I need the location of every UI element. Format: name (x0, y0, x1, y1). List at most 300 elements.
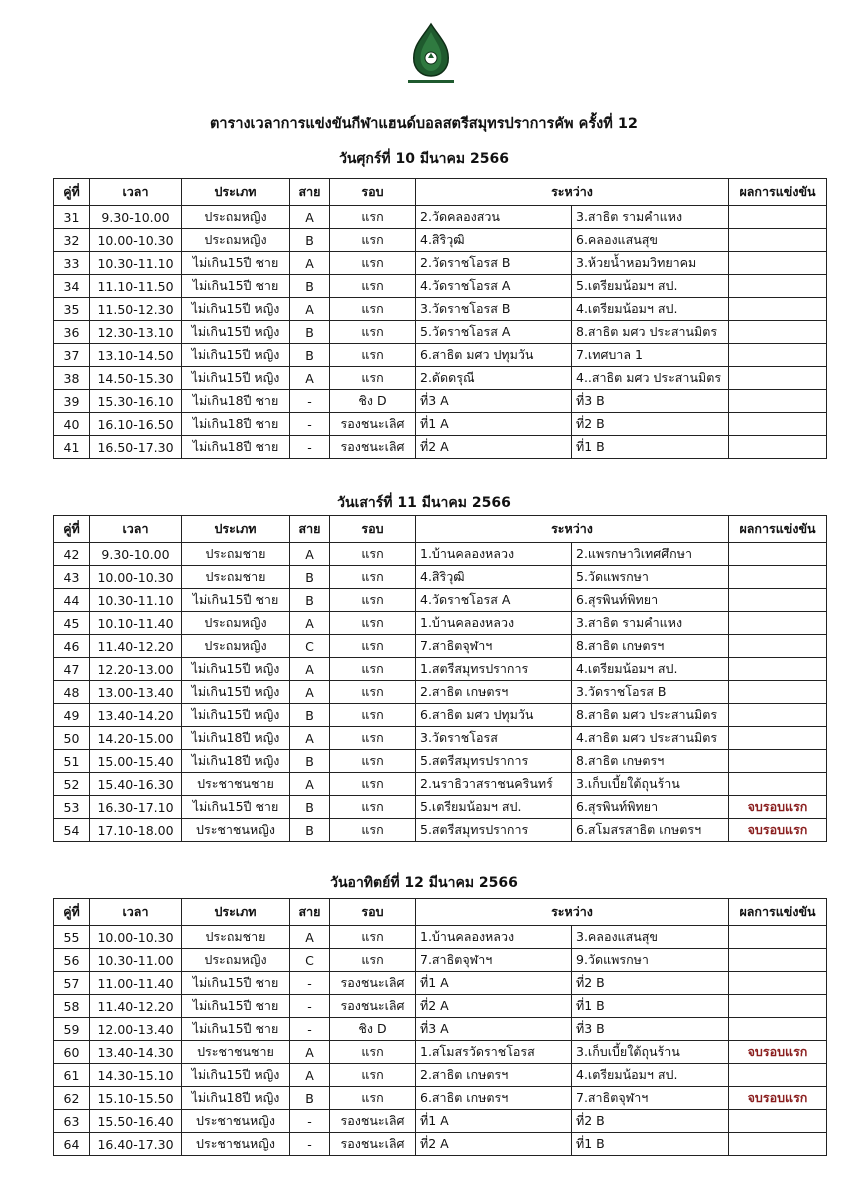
category-cell: ไม่เกิน18ปี หญิง (182, 727, 290, 750)
round-cell: แรก (330, 367, 416, 390)
team-2-cell: 3.ห้วยน้ำหอมวิทยาคม (572, 252, 729, 275)
column-header-pair-number: คู่ที่ (54, 179, 90, 206)
time-cell: 11.40-12.20 (90, 995, 182, 1018)
team-1-cell: 4.วัดราชโอรส A (416, 275, 572, 298)
category-cell: ไม่เกิน15ปี ชาย (182, 796, 290, 819)
result-cell (729, 589, 827, 612)
group-cell: A (290, 252, 330, 275)
pair-number-cell: 37 (54, 344, 90, 367)
round-cell: แรก (330, 658, 416, 681)
team-1-cell: 6.สาธิต เกษตรฯ (416, 1087, 572, 1110)
column-header-result: ผลการแข่งขัน (729, 516, 827, 543)
result-cell (729, 298, 827, 321)
time-cell: 16.30-17.10 (90, 796, 182, 819)
round-cell: แรก (330, 275, 416, 298)
round-cell: แรก (330, 252, 416, 275)
group-cell: C (290, 635, 330, 658)
pair-number-cell: 55 (54, 926, 90, 949)
result-cell (729, 995, 827, 1018)
team-2-cell: 9.วัดแพรกษา (572, 949, 729, 972)
round-cell: แรก (330, 796, 416, 819)
schedule-table (53, 178, 827, 459)
time-cell: 15.10-15.50 (90, 1087, 182, 1110)
team-1-cell: ที่2 A (416, 436, 572, 459)
round-cell: แรก (330, 727, 416, 750)
pair-number-cell: 63 (54, 1110, 90, 1133)
time-cell: 10.30-11.10 (90, 589, 182, 612)
column-header-result: ผลการแข่งขัน (729, 899, 827, 926)
column-header-time: เวลา (90, 516, 182, 543)
category-cell: ไม่เกิน15ปี ชาย (182, 275, 290, 298)
round-cell: แรก (330, 298, 416, 321)
team-1-cell: 5.สตรีสมุทรปราการ (416, 750, 572, 773)
table-row (54, 1041, 827, 1064)
pair-number-cell: 39 (54, 390, 90, 413)
table-row (54, 413, 827, 436)
time-cell: 9.30-10.00 (90, 543, 182, 566)
round-cell: แรก (330, 589, 416, 612)
table-row (54, 926, 827, 949)
time-cell: 10.30-11.10 (90, 252, 182, 275)
category-cell: ประชาชนชาย (182, 1041, 290, 1064)
result-cell (729, 1133, 827, 1156)
category-cell: ประชาชนชาย (182, 773, 290, 796)
team-2-cell: 6.คลองแสนสุข (572, 229, 729, 252)
round-cell: รองชนะเลิศ (330, 972, 416, 995)
group-cell: B (290, 275, 330, 298)
table-row (54, 543, 827, 566)
team-2-cell: 6.สุรพินท์พิทยา (572, 589, 729, 612)
table-row (54, 750, 827, 773)
group-cell: A (290, 727, 330, 750)
category-cell: ไม่เกิน15ปี หญิง (182, 367, 290, 390)
round-cell: แรก (330, 750, 416, 773)
round-cell: รองชนะเลิศ (330, 413, 416, 436)
team-2-cell: 3.สาธิต รามคำแหง (572, 206, 729, 229)
table-row (54, 949, 827, 972)
time-cell: 10.10-11.40 (90, 612, 182, 635)
column-header-round: รอบ (330, 516, 416, 543)
category-cell: ไม่เกิน18ปี ชาย (182, 390, 290, 413)
result-cell (729, 658, 827, 681)
group-cell: A (290, 773, 330, 796)
group-cell: A (290, 543, 330, 566)
result-cell (729, 413, 827, 436)
result-cell (729, 773, 827, 796)
pair-number-cell: 46 (54, 635, 90, 658)
column-header-time: เวลา (90, 179, 182, 206)
column-header-result: ผลการแข่งขัน (729, 179, 827, 206)
category-cell: ประถมหญิง (182, 949, 290, 972)
team-2-cell: 6.สุรพินท์พิทยา (572, 796, 729, 819)
category-cell: ประชาชนหญิง (182, 1133, 290, 1156)
category-cell: ประชาชนหญิง (182, 1110, 290, 1133)
column-header-matchup: ระหว่าง (416, 179, 729, 206)
result-cell (729, 727, 827, 750)
result-cell (729, 344, 827, 367)
table-row (54, 727, 827, 750)
result-cell (729, 1110, 827, 1133)
group-cell: - (290, 1110, 330, 1133)
column-header-time: เวลา (90, 899, 182, 926)
pair-number-cell: 34 (54, 275, 90, 298)
team-1-cell: 5.เตรียมน้อมฯ สป. (416, 796, 572, 819)
category-cell: ประถมชาย (182, 543, 290, 566)
group-cell: - (290, 390, 330, 413)
result-cell: จบรอบแรก (729, 819, 827, 842)
column-header-group: สาย (290, 899, 330, 926)
table-row (54, 995, 827, 1018)
time-cell: 15.00-15.40 (90, 750, 182, 773)
table-row (54, 1110, 827, 1133)
time-cell: 14.20-15.00 (90, 727, 182, 750)
round-cell: แรก (330, 344, 416, 367)
category-cell: ไม่เกิน18ปี ชาย (182, 413, 290, 436)
table-row (54, 612, 827, 635)
category-cell: ไม่เกิน18ปี หญิง (182, 1087, 290, 1110)
group-cell: A (290, 1041, 330, 1064)
round-cell: แรก (330, 229, 416, 252)
pair-number-cell: 53 (54, 796, 90, 819)
team-2-cell: 4.เตรียมน้อมฯ สป. (572, 298, 729, 321)
group-cell: A (290, 298, 330, 321)
pair-number-cell: 58 (54, 995, 90, 1018)
time-cell: 14.50-15.30 (90, 367, 182, 390)
category-cell: ประถมชาย (182, 566, 290, 589)
pair-number-cell: 31 (54, 206, 90, 229)
round-cell: แรก (330, 949, 416, 972)
table-row (54, 275, 827, 298)
time-cell: 12.20-13.00 (90, 658, 182, 681)
pair-number-cell: 33 (54, 252, 90, 275)
day-title: วันอาทิตย์ที่ 12 มีนาคม 2566 (330, 875, 518, 891)
time-cell: 11.40-12.20 (90, 635, 182, 658)
result-cell (729, 543, 827, 566)
pair-number-cell: 49 (54, 704, 90, 727)
result-cell: จบรอบแรก (729, 796, 827, 819)
pair-number-cell: 47 (54, 658, 90, 681)
team-1-cell: ที่2 A (416, 1133, 572, 1156)
team-1-cell: 2.สาธิต เกษตรฯ (416, 1064, 572, 1087)
round-cell: แรก (330, 1087, 416, 1110)
pair-number-cell: 42 (54, 543, 90, 566)
pair-number-cell: 40 (54, 413, 90, 436)
category-cell: ไม่เกิน15ปี หญิง (182, 321, 290, 344)
column-header-group: สาย (290, 179, 330, 206)
group-cell: A (290, 206, 330, 229)
result-cell (729, 704, 827, 727)
time-cell: 15.40-16.30 (90, 773, 182, 796)
team-1-cell: ที่1 A (416, 1110, 572, 1133)
round-cell: แรก (330, 681, 416, 704)
group-cell: - (290, 972, 330, 995)
group-cell: B (290, 589, 330, 612)
result-cell (729, 681, 827, 704)
category-cell: ประถมหญิง (182, 635, 290, 658)
group-cell: A (290, 681, 330, 704)
team-2-cell: 7.เทศบาล 1 (572, 344, 729, 367)
round-cell: รองชนะเลิศ (330, 436, 416, 459)
category-cell: ไม่เกิน18ปี หญิง (182, 750, 290, 773)
group-cell: C (290, 949, 330, 972)
pair-number-cell: 51 (54, 750, 90, 773)
category-cell: ไม่เกิน15ปี หญิง (182, 1064, 290, 1087)
group-cell: B (290, 819, 330, 842)
team-1-cell: 1.สตรีสมุทรปราการ (416, 658, 572, 681)
team-2-cell: 4.เตรียมน้อมฯ สป. (572, 658, 729, 681)
result-cell (729, 436, 827, 459)
team-2-cell: 8.สาธิต มศว ประสานมิตร (572, 321, 729, 344)
category-cell: ไม่เกิน15ปี หญิง (182, 344, 290, 367)
category-cell: ไม่เกิน15ปี ชาย (182, 589, 290, 612)
table-row (54, 1064, 827, 1087)
column-header-category: ประเภท (182, 179, 290, 206)
team-2-cell: ที่2 B (572, 1110, 729, 1133)
round-cell: แรก (330, 819, 416, 842)
team-1-cell: 7.สาธิตจุฬาฯ (416, 635, 572, 658)
result-cell (729, 229, 827, 252)
time-cell: 10.00-10.30 (90, 566, 182, 589)
round-cell: แรก (330, 773, 416, 796)
group-cell: B (290, 566, 330, 589)
round-cell: รองชนะเลิศ (330, 995, 416, 1018)
group-cell: - (290, 1018, 330, 1041)
group-cell: B (290, 344, 330, 367)
team-2-cell: 5.เตรียมน้อมฯ สป. (572, 275, 729, 298)
group-cell: B (290, 750, 330, 773)
group-cell: B (290, 1087, 330, 1110)
time-cell: 12.00-13.40 (90, 1018, 182, 1041)
team-2-cell: 3.เก็บเบี้ยใต้ถุนร้าน (572, 1041, 729, 1064)
result-cell (729, 612, 827, 635)
day-title: วันเสาร์ที่ 11 มีนาคม 2566 (337, 495, 511, 511)
result-cell (729, 252, 827, 275)
team-1-cell: 1.บ้านคลองหลวง (416, 543, 572, 566)
table-row (54, 681, 827, 704)
pair-number-cell: 35 (54, 298, 90, 321)
column-header-matchup: ระหว่าง (416, 516, 729, 543)
team-2-cell: 4.เตรียมน้อมฯ สป. (572, 1064, 729, 1087)
column-header-round: รอบ (330, 899, 416, 926)
team-1-cell: 1.บ้านคลองหลวง (416, 926, 572, 949)
team-2-cell: ที่3 B (572, 390, 729, 413)
group-cell: A (290, 658, 330, 681)
team-2-cell: 3.คลองแสนสุข (572, 926, 729, 949)
table-row (54, 436, 827, 459)
pair-number-cell: 32 (54, 229, 90, 252)
category-cell: ไม่เกิน15ปี หญิง (182, 298, 290, 321)
result-cell (729, 206, 827, 229)
column-header-round: รอบ (330, 179, 416, 206)
pair-number-cell: 41 (54, 436, 90, 459)
pair-number-cell: 54 (54, 819, 90, 842)
group-cell: - (290, 436, 330, 459)
category-cell: ไม่เกิน15ปี ชาย (182, 995, 290, 1018)
round-cell: แรก (330, 1064, 416, 1087)
team-1-cell: 4.วัดราชโอรส A (416, 589, 572, 612)
time-cell: 16.50-17.30 (90, 436, 182, 459)
group-cell: A (290, 1064, 330, 1087)
round-cell: แรก (330, 1041, 416, 1064)
pair-number-cell: 61 (54, 1064, 90, 1087)
day-title: วันศุกร์ที่ 10 มีนาคม 2566 (339, 151, 509, 167)
group-cell: - (290, 1133, 330, 1156)
group-cell: B (290, 704, 330, 727)
time-cell: 11.00-11.40 (90, 972, 182, 995)
team-1-cell: 2.สาธิต เกษตรฯ (416, 681, 572, 704)
group-cell: A (290, 367, 330, 390)
result-cell (729, 390, 827, 413)
team-1-cell: 5.วัดราชโอรส A (416, 321, 572, 344)
time-cell: 13.40-14.20 (90, 704, 182, 727)
table-row (54, 773, 827, 796)
pair-number-cell: 64 (54, 1133, 90, 1156)
time-cell: 16.40-17.30 (90, 1133, 182, 1156)
team-2-cell: ที่3 B (572, 1018, 729, 1041)
team-2-cell: 6.สโมสรสาธิต เกษตรฯ (572, 819, 729, 842)
table-row (54, 367, 827, 390)
round-cell: รองชนะเลิศ (330, 1133, 416, 1156)
column-header-category: ประเภท (182, 516, 290, 543)
pair-number-cell: 50 (54, 727, 90, 750)
team-1-cell: 4.สิริวุฒิ (416, 229, 572, 252)
team-2-cell: 5.วัดแพรกษา (572, 566, 729, 589)
team-2-cell: 3.สาธิต รามคำแหง (572, 612, 729, 635)
team-1-cell: ที่2 A (416, 995, 572, 1018)
group-cell: B (290, 796, 330, 819)
table-row (54, 1018, 827, 1041)
time-cell: 13.10-14.50 (90, 344, 182, 367)
team-1-cell: 3.วัดราชโอรส B (416, 298, 572, 321)
round-cell: แรก (330, 704, 416, 727)
category-cell: ไม่เกิน18ปี ชาย (182, 436, 290, 459)
time-cell: 15.50-16.40 (90, 1110, 182, 1133)
round-cell: แรก (330, 612, 416, 635)
time-cell: 11.10-11.50 (90, 275, 182, 298)
result-cell (729, 1018, 827, 1041)
time-cell: 13.40-14.30 (90, 1041, 182, 1064)
table-row (54, 796, 827, 819)
round-cell: ชิง D (330, 390, 416, 413)
team-1-cell: 1.สโมสรวัดราชโอรส (416, 1041, 572, 1064)
pair-number-cell: 45 (54, 612, 90, 635)
group-cell: - (290, 413, 330, 436)
column-header-pair-number: คู่ที่ (54, 516, 90, 543)
team-1-cell: 6.สาธิต มศว ปทุมวัน (416, 344, 572, 367)
time-cell: 10.00-10.30 (90, 229, 182, 252)
table-row (54, 344, 827, 367)
team-2-cell: 4..สาธิต มศว ประสานมิตร (572, 367, 729, 390)
category-cell: ประถมชาย (182, 926, 290, 949)
team-1-cell: 2.วัดคลองสวน (416, 206, 572, 229)
school-logo (402, 22, 460, 88)
table-row (54, 252, 827, 275)
team-2-cell: 4.สาธิต มศว ประสานมิตร (572, 727, 729, 750)
pair-number-cell: 57 (54, 972, 90, 995)
result-cell: จบรอบแรก (729, 1087, 827, 1110)
team-2-cell: 8.สาธิต มศว ประสานมิตร (572, 704, 729, 727)
result-cell (729, 635, 827, 658)
result-cell (729, 949, 827, 972)
pair-number-cell: 38 (54, 367, 90, 390)
team-2-cell: 2.แพรกษาวิเทศศึกษา (572, 543, 729, 566)
team-1-cell: ที่1 A (416, 972, 572, 995)
column-header-pair-number: คู่ที่ (54, 899, 90, 926)
team-2-cell: 3.เก็บเบี้ยใต้ถุนร้าน (572, 773, 729, 796)
category-cell: ไม่เกิน15ปี หญิง (182, 681, 290, 704)
time-cell: 16.10-16.50 (90, 413, 182, 436)
team-1-cell: 6.สาธิต มศว ปทุมวัน (416, 704, 572, 727)
team-2-cell: ที่1 B (572, 995, 729, 1018)
category-cell: ไม่เกิน15ปี ชาย (182, 252, 290, 275)
team-1-cell: ที่3 A (416, 1018, 572, 1041)
team-1-cell: ที่1 A (416, 413, 572, 436)
time-cell: 12.30-13.10 (90, 321, 182, 344)
round-cell: แรก (330, 926, 416, 949)
column-header-group: สาย (290, 516, 330, 543)
table-row (54, 1087, 827, 1110)
result-cell (729, 1064, 827, 1087)
team-2-cell: 8.สาธิต เกษตรฯ (572, 750, 729, 773)
document-title: ตารางเวลาการแข่งขันกีฬาแฮนด์บอลสตรีสมุทรปราการคัพ ครั้งที่ 12 (209, 116, 639, 132)
time-cell: 15.30-16.10 (90, 390, 182, 413)
table-row (54, 635, 827, 658)
table-row (54, 1133, 827, 1156)
round-cell: แรก (330, 206, 416, 229)
table-row (54, 206, 827, 229)
pair-number-cell: 56 (54, 949, 90, 972)
pair-number-cell: 60 (54, 1041, 90, 1064)
result-cell (729, 972, 827, 995)
group-cell: A (290, 612, 330, 635)
pair-number-cell: 44 (54, 589, 90, 612)
team-2-cell: 3.วัดราชโอรส B (572, 681, 729, 704)
pair-number-cell: 36 (54, 321, 90, 344)
team-1-cell: 2.นราธิวาสราชนครินทร์ (416, 773, 572, 796)
category-cell: ประถมหญิง (182, 206, 290, 229)
time-cell: 17.10-18.00 (90, 819, 182, 842)
team-1-cell: 3.วัดราชโอรส (416, 727, 572, 750)
result-cell (729, 566, 827, 589)
table-row (54, 390, 827, 413)
team-1-cell: 2.ดัดดรุณี (416, 367, 572, 390)
team-2-cell: ที่2 B (572, 413, 729, 436)
schedule-table (53, 898, 827, 1156)
table-row (54, 321, 827, 344)
result-cell (729, 275, 827, 298)
team-2-cell: 7.สาธิตจุฬาฯ (572, 1087, 729, 1110)
time-cell: 13.00-13.40 (90, 681, 182, 704)
team-1-cell: 7.สาธิตจุฬาฯ (416, 949, 572, 972)
team-1-cell: 2.วัดราชโอรส B (416, 252, 572, 275)
pair-number-cell: 59 (54, 1018, 90, 1041)
time-cell: 11.50-12.30 (90, 298, 182, 321)
result-cell (729, 750, 827, 773)
group-cell: B (290, 321, 330, 344)
table-row (54, 566, 827, 589)
category-cell: ไม่เกิน15ปี ชาย (182, 1018, 290, 1041)
round-cell: รองชนะเลิศ (330, 1110, 416, 1133)
round-cell: แรก (330, 566, 416, 589)
category-cell: ไม่เกิน15ปี หญิง (182, 704, 290, 727)
result-cell (729, 926, 827, 949)
pair-number-cell: 52 (54, 773, 90, 796)
table-row (54, 972, 827, 995)
category-cell: ประถมหญิง (182, 229, 290, 252)
table-row (54, 229, 827, 252)
time-cell: 9.30-10.00 (90, 206, 182, 229)
result-cell: จบรอบแรก (729, 1041, 827, 1064)
